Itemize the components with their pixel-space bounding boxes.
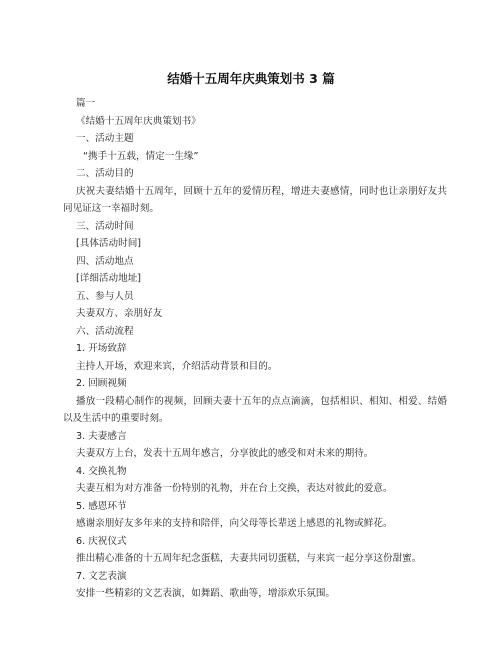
heading-process: 六、活动流程 <box>76 325 134 337</box>
time-placeholder: [具体活动时间] <box>76 238 142 249</box>
step-7-text: 安排一些精彩的文艺表演，如舞蹈、歌曲等，增添欢乐氛围。 <box>76 588 336 599</box>
heading-theme: 一、活动主题 <box>76 133 134 144</box>
step-1-text: 主持人开场，欢迎来宾，介绍活动背景和目的。 <box>76 360 278 372</box>
step-5-text: 感谢亲朋好友多年来的支持和陪伴，向父母等长辈送上感恩的礼物或鲜花。 <box>76 518 393 529</box>
step-4-title: 4. 交换礼物 <box>76 465 127 477</box>
step-7-title: 7. 文艺表演 <box>76 570 127 582</box>
step-6-title: 6. 庆祝仪式 <box>76 535 127 547</box>
step-3-title: 3. 夫妻感言 <box>76 430 127 442</box>
heading-time: 三、活动时间 <box>76 220 134 232</box>
step-3-text: 夫妻双方上台，发表十五周年感言，分享彼此的感受和对未来的期待。 <box>76 448 374 459</box>
participants-text: 夫妻双方、亲朋好友 <box>76 308 163 319</box>
document-body <box>63 95 447 603</box>
step-4-text: 夫妻互相为对方准备一份特别的礼物，并在台上交换，表达对彼此的爱意。 <box>76 483 393 494</box>
purpose-paragraph: 庆祝夫妻结婚十五周年，回顾十五年的爱情历程，增进夫妻感情，同时也让亲朋好友共同见证这一幸福时刻。 <box>63 185 447 214</box>
step-2-title: 2. 回顾视频 <box>76 378 127 389</box>
heading-participants: 五、参与人员 <box>76 290 134 302</box>
heading-location: 四、活动地点 <box>76 255 134 267</box>
step-2-text: 播放一段精心制作的视频，回顾夫妻十五年的点点滴滴，包括相识、相知、相爱、结婚以及生活中的重要时刻。 <box>63 395 447 424</box>
document-title: 结婚十五周年庆典策划书 3 篇 <box>167 71 335 86</box>
section-label: 篇一 <box>76 98 96 109</box>
location-placeholder: [详细活动地址] <box>76 273 142 284</box>
step-5-title: 5. 感恩环节 <box>76 500 127 512</box>
plan-title: 《结婚十五周年庆典策划书》 <box>76 115 201 127</box>
step-6-text: 推出精心准备的十五周年纪念蛋糕，夫妻共同切蛋糕，与来宾一起分享这份甜蜜。 <box>76 553 422 564</box>
theme-text: “携手十五载，情定一生缘” <box>83 150 199 162</box>
heading-purpose: 二、活动目的 <box>76 168 134 179</box>
step-1-title: 1. 开场致辞 <box>76 343 127 354</box>
